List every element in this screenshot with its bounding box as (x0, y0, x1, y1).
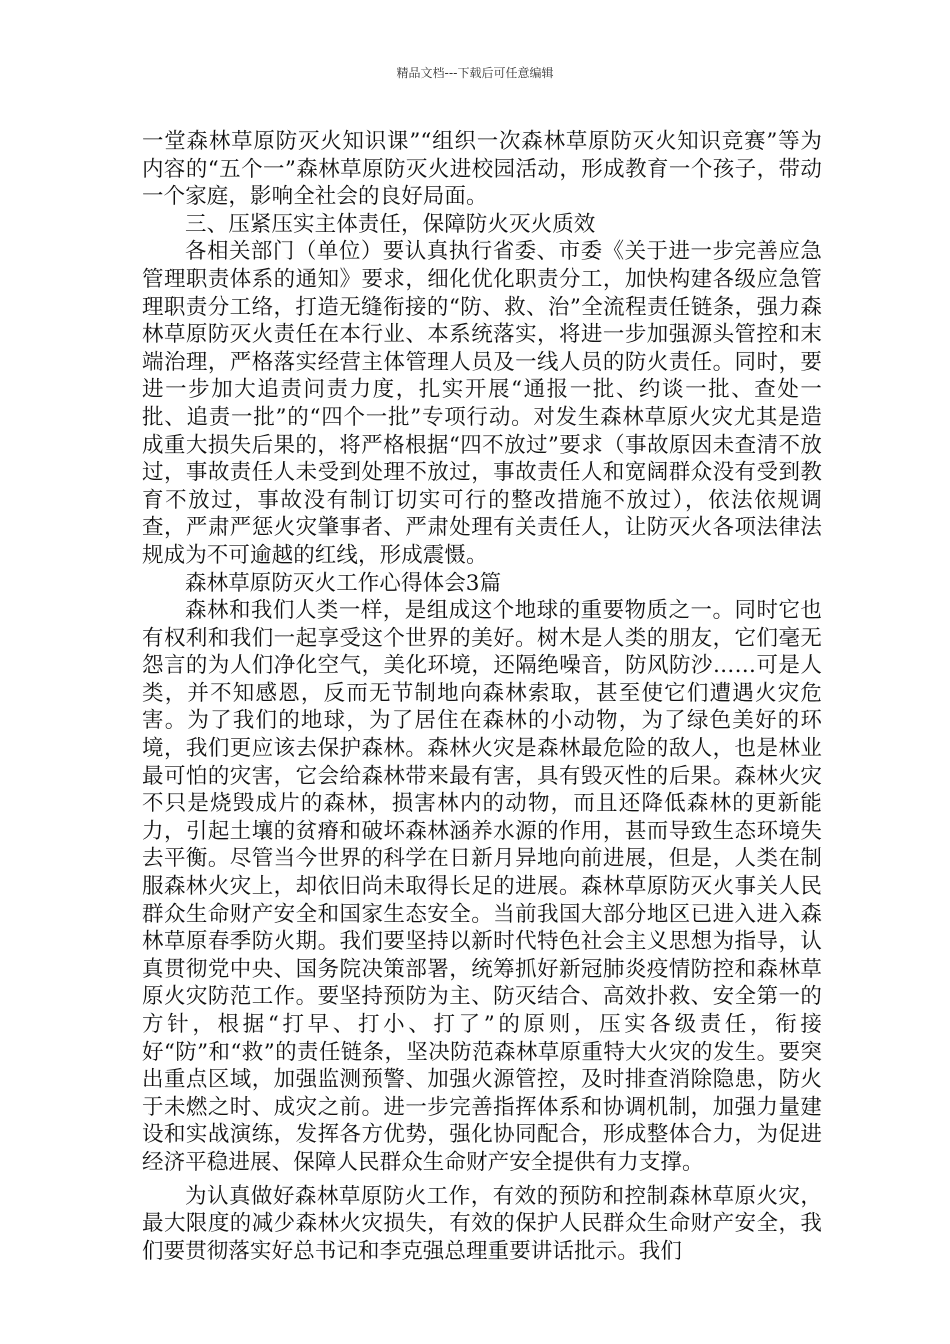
page-header: 精品文档---下载后可任意编辑 (396, 66, 554, 80)
section-heading-three: 三、压紧压实主体责任，保障防火灭火质效 (185, 211, 596, 237)
document-body (142, 128, 822, 1265)
article-title: 森林草原防灭火工作心得体会3篇 (185, 570, 502, 596)
paragraph-fire-prevention: 为认真做好森林草原防火工作，有效的预防和控制森林草原火灾，最大限度的减少森林火灾损失，有效的保护人民群众生命财产安全，我们要贯彻落实好总书记和李克强总理重要讲话批示。我们 (142, 1183, 822, 1264)
paragraph-responsibility: 各相关部门（单位）要认真执行省委、市委《关于进一步完善应急管理职责体系的通知》要求，细化优化职责分工，加快构建各级应急管理职责分工络，打造无缝衔接的“防、救、治”全流程责任链条，强力森林草原防灭火责任在本行业、本系统落实，将进一步加强源头管控和末端治理，严格落实经营主体管理人员及一线人员的防火责任。同时，要进一步加大追责问责力度，扎实开展“通报一批、约谈一批、查处一批、追责一批”的“四个一批”专项行动。对发生森林草原火灾尤其是造成重大损失后果的，将严格根据“四不放过”要求（事故原因未查清不放过，事故责任人未受到处理不放过，事故责任人和宽阔群众没有受到教育不放过，事故没有制订切实可行的整改措施不放过），依法依规调查，严肃严惩火灾肇事者、严肃处理有关责任人，让防灭火各项法律法规成为不可逾越的红线，形成震慑。 (142, 239, 822, 568)
paragraph-continuation: 一堂森林草原防灭火知识课”“组织一次森林草原防灭火知识竞赛”等为内容的“五个一”森林草原防灭火进校园活动，形成教育一个孩子，带动一个家庭，影响全社会的良好局面。 (142, 129, 822, 210)
paragraph-forest-protection: 森林和我们人类一样，是组成这个地球的重要物质之一。同时它也有权利和我们一起享受这个世界的美好。树木是人类的朋友，它们毫无怨言的为人们净化空气，美化环境，还隔绝噪音，防风防沙……可是人类，并不知感恩，反而无节制地向森林索取，甚至使它们遭遇火灾危害。为了我们的地球，为了居住在森林的小动物，为了绿色美好的环境，我们更应该去保护森林。森林火灾是森林最危险的敌人，也是林业最可怕的灾害，它会给森林带来最有害，具有毁灭性的后果。森林火灾不只是烧毁成片的森林，损害林内的动物，而且还降低森林的更新能力，引起土壤的贫瘠和破坏森林涵养水源的作用，甚而导致生态环境失去平衡。尽管当今世界的科学在日新月异地向前进展，但是，人类在制服森林火灾上，却依旧尚未取得长足的进展。森林草原防灭火事关人民群众生命财产安全和国家生态安全。当前我国大部分地区已进入进入森林草原春季防火期。我们要坚持以新时代特色社会主义思想为指导，认真贯彻党中央、国务院决策部署，统筹抓好新冠肺炎疫情防控和森林草原火灾防范工作。要坚持预防为主、防灭结合、高效扑救、安全第一的方针，根据“打早、打小、打了”的原则，压实各级责任，衔接好“防”和“救”的责任链条，坚决防范森林草原重特大火灾的发生。要突出重点区域，加强监测预警、加强火源管控，及时排查消除隐患，防火于未燃之时、成灾之前。进一步完善指挥体系和协调机制，加强力量建设和实战演练，发挥各方优势，强化协同配合，形成整体合力，为促进经济平稳进展、保障人民群众生命财产安全提供有力支撑。 (142, 598, 822, 1175)
